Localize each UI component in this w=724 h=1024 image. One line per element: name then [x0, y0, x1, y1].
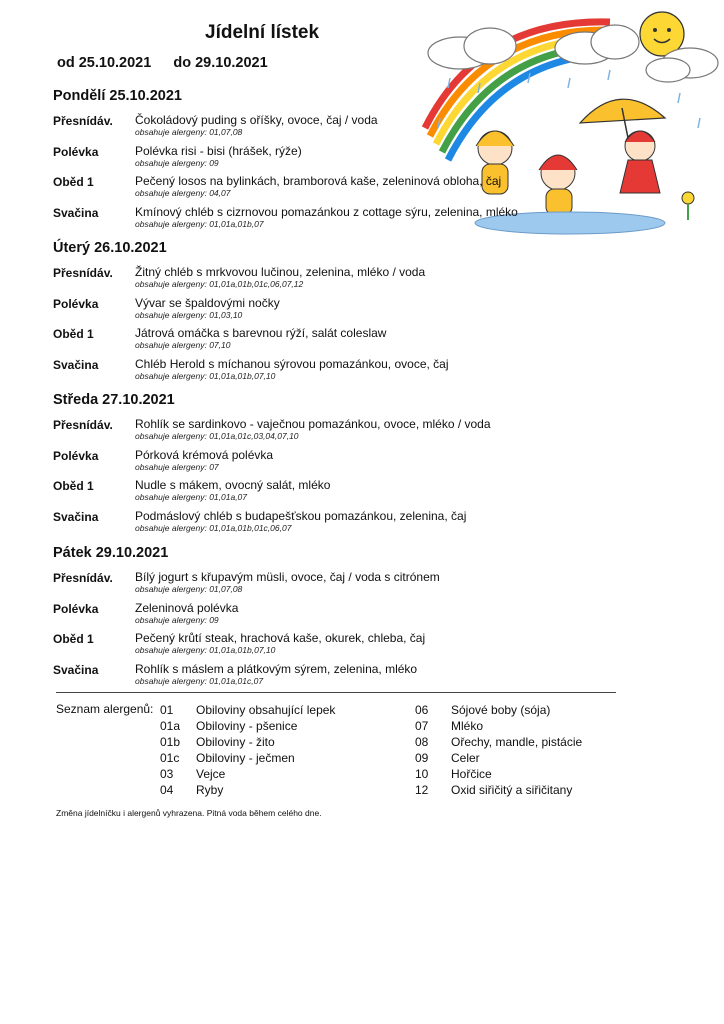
meal-row [53, 509, 653, 537]
day-heading: Středa 27.10.2021 [53, 392, 175, 408]
allergen-name: Ryby [196, 783, 224, 797]
allergen-code: 01c [160, 751, 180, 765]
allergen-name: Sójové boby (sója) [451, 703, 551, 717]
dish-text: Polévka risi - bisi (hrášek, rýže) [135, 143, 302, 158]
meal-row [53, 205, 653, 233]
allergen-name: Oxid siřičitý a siřičitany [451, 783, 573, 797]
flower-icon [682, 192, 694, 220]
meal-label: Oběd 1 [53, 327, 94, 341]
allergen-code: 03 [160, 767, 174, 781]
meal-row [53, 113, 653, 141]
menu-title: Jídelní lístek [205, 22, 320, 43]
allergen-codes: obsahuje alergeny: 01,07,08 [135, 127, 243, 137]
allergen-codes: obsahuje alergeny: 01,01a,01b,07 [135, 218, 264, 229]
dish-text: Játrová omáčka s barevnou rýží, salát coleslaw [135, 326, 387, 340]
meal-label: Svačina [53, 662, 99, 677]
allergen-codes: obsahuje alergeny: 01,01a,01b,07,10 [135, 645, 276, 655]
meal-label: Přesnídáv. [53, 266, 113, 280]
allergen-codes: obsahuje alergeny: 09 [135, 614, 219, 625]
allergen-codes: obsahuje alergeny: 01,01a,01c,03,04,07,10 [135, 431, 299, 441]
allergen-code: 06 [415, 703, 429, 717]
meal-label: Svačina [53, 357, 99, 372]
meal-row [53, 570, 653, 598]
dish-text: Nudle s mákem, ovocný salát, mléko [135, 478, 331, 492]
dish-text: Pórková krémová polévka [135, 447, 274, 462]
meal-label: Přesnídáv. [53, 418, 113, 432]
legend-item [415, 734, 582, 750]
allergen-name: Hořčice [451, 767, 492, 781]
meal-label: Oběd 1 [53, 479, 94, 493]
legend-item [415, 766, 582, 782]
allergen-code: 08 [415, 735, 429, 749]
date-to: do 29.10.2021 [173, 55, 268, 71]
day-heading: Úterý 26.10.2021 [53, 240, 167, 256]
meal-label: Svačina [53, 509, 99, 524]
allergen-code: 12 [415, 783, 429, 797]
allergen-name: Celer [451, 751, 480, 765]
meal-label: Polévka [53, 448, 99, 463]
legend-item [160, 702, 335, 718]
allergen-codes: obsahuje alergeny: 07,10 [135, 340, 231, 350]
allergen-codes: obsahuje alergeny: 04,07 [135, 188, 231, 198]
dish-text: Bílý jogurt s křupavým müsli, ovoce, čaj / voda s citrónem [135, 570, 440, 584]
dish-text: Pečený krůtí steak, hrachová kaše, okurek, chleba, čaj [135, 631, 426, 645]
allergen-codes: obsahuje alergeny: 01,07,08 [135, 584, 243, 594]
allergen-codes: obsahuje alergeny: 07 [135, 461, 219, 472]
dish-text: Kmínový chléb s cizrnovou pomazánkou z cottage sýru, zelenina, mléko [135, 204, 518, 219]
meal-label: Přesnídáv. [53, 571, 113, 585]
dish-text: Podmáslový chléb s budapešťskou pomazánkou, zelenina, čaj [135, 508, 467, 523]
legend-item [415, 750, 582, 766]
legend-item [415, 782, 582, 798]
legend-column-left [160, 702, 335, 798]
allergen-name: Obiloviny - ječmen [196, 751, 295, 765]
allergen-name: Mléko [451, 719, 484, 733]
day-wednesday [53, 392, 653, 539]
meal-row [53, 448, 653, 476]
legend-item [415, 718, 582, 734]
legend-item [160, 750, 335, 766]
dish-text: Rohlík se sardinkovo - vaječnou pomazánkou, ovoce, mléko / voda [135, 417, 491, 431]
meal-row [53, 417, 653, 445]
day-monday [53, 88, 653, 235]
allergen-name: Vejce [196, 767, 226, 781]
date-from: od 25.10.2021 [57, 55, 152, 71]
legend-item [415, 702, 582, 718]
section-divider [56, 692, 616, 693]
meal-label: Polévka [53, 296, 99, 311]
allergen-code: 04 [160, 783, 174, 797]
meal-label: Přesnídáv. [53, 114, 113, 128]
date-range [57, 55, 268, 71]
meal-row [53, 265, 653, 293]
allergen-code: 09 [415, 751, 429, 765]
legend-item [160, 782, 335, 798]
meal-row [53, 662, 653, 690]
meal-label: Oběd 1 [53, 175, 94, 189]
meal-label: Polévka [53, 601, 99, 616]
dish-text: Pečený losos na bylinkách, bramborová kaše, zeleninová obloha, čaj [135, 174, 502, 188]
allergen-name: Obiloviny - žito [196, 735, 275, 749]
allergen-codes: obsahuje alergeny: 01,01a,01b,01c,06,07 [135, 522, 292, 533]
allergen-codes: obsahuje alergeny: 01,01a,01c,07 [135, 675, 264, 686]
meal-row [53, 478, 653, 506]
allergen-codes: obsahuje alergeny: 01,03,10 [135, 309, 243, 320]
allergen-codes: obsahuje alergeny: 01,01a,07 [135, 492, 248, 502]
allergen-codes: obsahuje alergeny: 01,01a,01b,07,10 [135, 370, 276, 381]
meal-label: Polévka [53, 144, 99, 159]
meal-row [53, 144, 653, 172]
allergen-code: 10 [415, 767, 429, 781]
day-heading: Pátek 29.10.2021 [53, 545, 169, 561]
legend-item [160, 718, 335, 734]
meal-label: Svačina [53, 205, 99, 220]
meal-row [53, 296, 653, 324]
allergen-codes: obsahuje alergeny: 01,01a,01b,01c,06,07,12 [135, 279, 304, 289]
dish-text: Vývar se špaldovými nočky [135, 295, 280, 310]
footer-note: Změna jídelníčku i alergenů vyhrazena. Pitná voda během celého dne. [56, 808, 322, 818]
legend-item [160, 766, 335, 782]
legend-caption: Seznam alergenů: [56, 702, 154, 716]
day-friday [53, 545, 653, 692]
allergen-code: 07 [415, 719, 429, 733]
dish-text: Žitný chléb s mrkvovou lučinou, zelenina, mléko / voda [135, 265, 426, 279]
day-tuesday [53, 240, 653, 387]
meal-row [53, 631, 653, 659]
allergen-code: 01b [160, 735, 181, 749]
dish-text: Chléb Herold s míchanou sýrovou pomazánkou, ovoce, čaj [135, 356, 449, 371]
allergen-code: 01a [160, 719, 181, 733]
allergen-code: 01 [160, 703, 174, 717]
allergen-name: Obiloviny obsahující lepek [196, 703, 336, 717]
day-heading: Pondělí 25.10.2021 [53, 88, 182, 104]
meal-row [53, 174, 653, 202]
dish-text: Zeleninová polévka [135, 600, 239, 615]
meal-row [53, 357, 653, 385]
dish-text: Rohlík s máslem a plátkovým sýrem, zelenina, mléko [135, 661, 418, 676]
meal-row [53, 326, 653, 354]
meal-label: Oběd 1 [53, 632, 94, 646]
legend-column-right [415, 702, 582, 798]
meal-row [53, 601, 653, 629]
dish-text: Čokoládový puding s oříšky, ovoce, čaj / voda [135, 113, 378, 127]
allergen-name: Obiloviny - pšenice [196, 719, 298, 733]
legend-item [160, 734, 335, 750]
allergen-codes: obsahuje alergeny: 09 [135, 157, 219, 168]
allergen-name: Ořechy, mandle, pistácie [451, 735, 583, 749]
